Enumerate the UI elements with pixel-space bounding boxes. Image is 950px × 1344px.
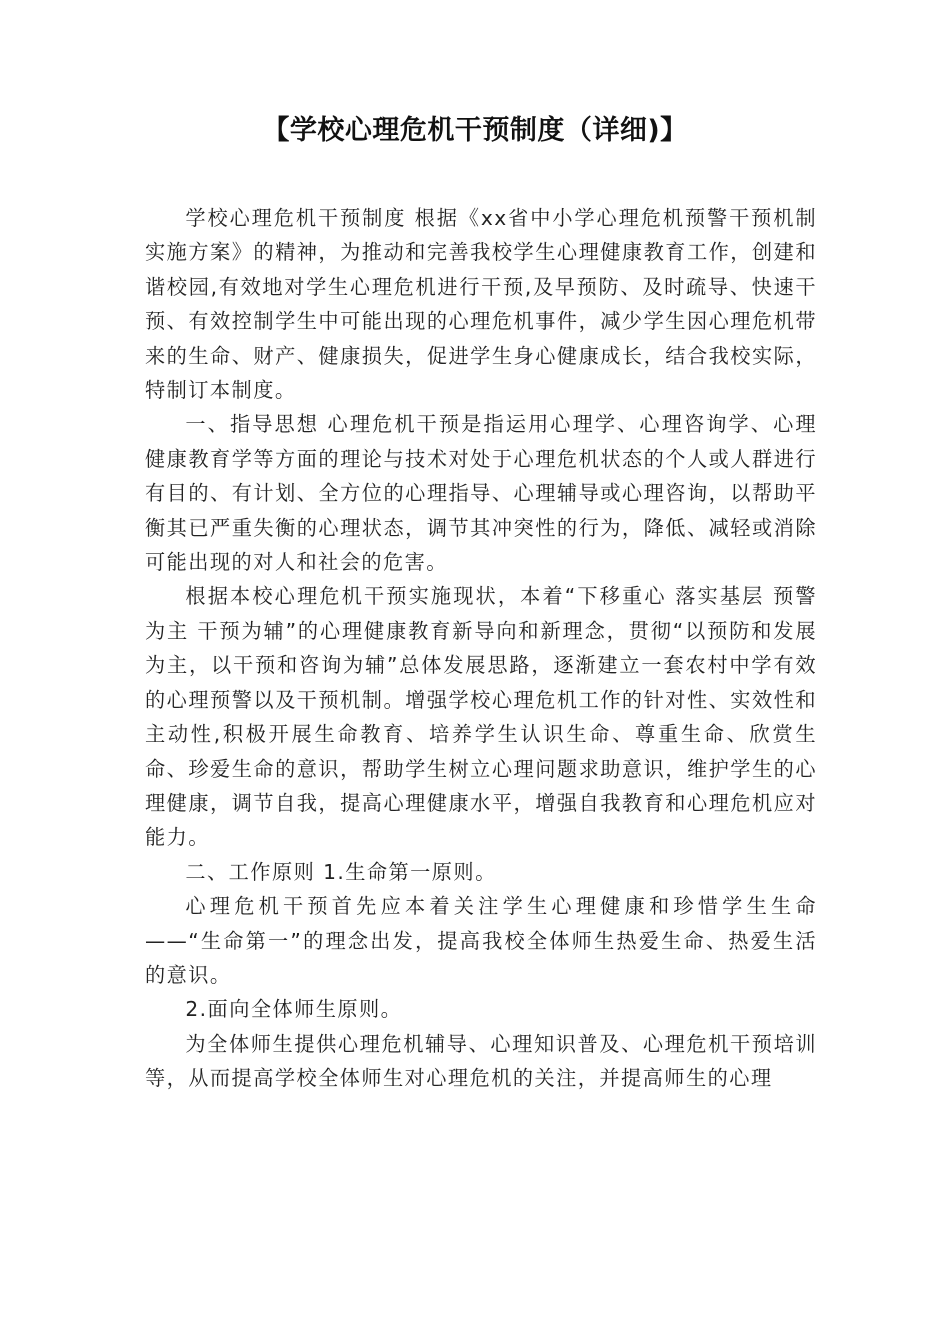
paragraph-guiding-ideology: 一、指导思想 心理危机干预是指运用心理学、心理咨询学、心理健康教育学等方面的理论与技术对处于心理危机状态的个人或人群进行有目的、有计划、全方位的心理指导、心理辅导或心理咨询，以帮助平衡其已严重失衡的心理状态，调节其冲突性的行为，降低、减轻或消除可能出现的对人和社会的危害。	[145, 412, 817, 575]
paragraph-intro: 学校心理危机干预制度 根据《xx省中小学心理危机预警干预机制实施方案》的精神，为推动和完善我校学生心理健康教育工作，创建和谐校园,有效地对学生心理危机进行干预,及早预防、及时疏导、快速干预、有效控制学生中可能出现的心理危机事件，减少学生因心理危机带来的生命、财产、健康损失，促进学生身心健康成长，结合我校实际，特制订本制度。	[145, 206, 817, 403]
paragraph-all-members-heading: 2.面向全体师生原则。	[185, 997, 403, 1022]
paragraph-implementation: 根据本校心理危机干预实施现状，本着“下移重心 落实基层 预警为主 干预为辅”的心理健康教育新导向和新理念，贯彻“以预防和发展为主，以干预和咨询为辅”总体发展思路，逐渐建立一套农村中学有效的心理预警以及干预机制。增强学校心理危机工作的针对性、实效性和主动性,积极开展生命教育、培养学生认识生命、尊重生命、欣赏生命、珍爱生命的意识，帮助学生树立心理问题求助意识，维护学生的心理健康，调节自我，提高心理健康水平，增强自我教育和心理危机应对能力。	[145, 584, 817, 850]
paragraph-work-principles: 二、工作原则 1.生命第一原则。	[185, 859, 497, 884]
document-title: 【学校心理危机干预制度（详细)】	[262, 115, 688, 146]
document-body	[145, 201, 817, 1096]
paragraph-life-first: 心理危机干预首先应本着关注学生心理健康和珍惜学生生命 ——“生命第一”的理念出发，提高我校全体师生热爱生命、热爱生活的意识。	[145, 894, 817, 987]
paragraph-all-members: 为全体师生提供心理危机辅导、心理知识普及、心理危机干预培训等，从而提高学校全体师生对心理危机的关注，并提高师生的心理	[145, 1031, 817, 1091]
